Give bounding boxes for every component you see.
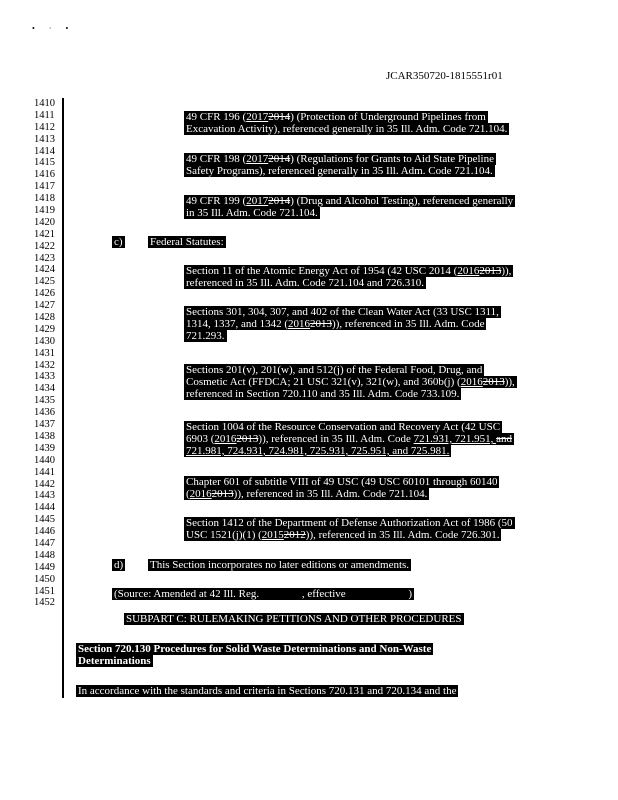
line-number: 1444 (34, 502, 55, 514)
line-number: 1431 (34, 347, 55, 359)
line-number: 1418 (34, 193, 55, 205)
line-number: 1433 (34, 371, 55, 383)
source-note: (Source: Amended at 42 Ill. Reg. , effective ) (114, 588, 413, 600)
item-d-text: This Section incorporates no later editions or amendments. (150, 559, 410, 571)
line-number: 1414 (34, 145, 55, 157)
line-number: 1436 (34, 407, 55, 419)
line-number: 1417 (34, 181, 55, 193)
cfr198-line1: 49 CFR 198 (20172014) (Regulations for Grants to Aid State Pipeline (186, 153, 494, 165)
cleanwater-line1: Sections 301, 304, 307, and 402 of the Clean Water Act (33 USC 1311, (186, 306, 499, 318)
line-number: 1416 (34, 169, 55, 181)
line-number: 1424 (34, 264, 55, 276)
line-number: 1411 (34, 109, 55, 121)
cfr196-line1: 49 CFR 196 (20172014) (Protection of Underground Pipelines from (186, 111, 486, 123)
margin-rule (62, 98, 64, 698)
section-heading-line2: Determinations (78, 655, 151, 667)
line-number: 1430 (34, 335, 55, 347)
ffdca-line3: referenced in Section 720.110 and 35 Ill. Adm. Code 733.109. (186, 388, 460, 400)
line-number: 1452 (34, 597, 55, 609)
line-number: 1426 (34, 288, 55, 300)
line-number: 1441 (34, 466, 55, 478)
line-number: 1448 (34, 549, 55, 561)
line-number: 1437 (34, 419, 55, 431)
rcra-line1: Section 1004 of the Resource Conservation and Recovery Act (42 USC (186, 421, 501, 433)
cleanwater-line2: 1314, 1337, and 1342 (20162013)), referenced in 35 Ill. Adm. Code (186, 318, 485, 330)
line-number: 1449 (34, 561, 55, 573)
line-number-column (34, 98, 60, 609)
item-d-label: d) (114, 559, 124, 571)
s1412-line2: USC 1521(j)(1) (20152012)), referenced in 35 Ill. Adm. Code 726.301. (186, 529, 500, 541)
line-number: 1447 (34, 537, 55, 549)
line-number: 1420 (34, 216, 55, 228)
line-number: 1435 (34, 395, 55, 407)
document-id: JCAR350720-1815551r01 (386, 70, 503, 82)
line-number: 1419 (34, 205, 55, 217)
body-paragraph-line: In accordance with the standards and criteria in Sections 720.131 and 720.134 and the (78, 685, 457, 697)
line-number: 1443 (34, 490, 55, 502)
line-number: 1413 (34, 133, 55, 145)
ch601-line1: Chapter 601 of subtitle VIII of 49 USC (49 USC 60101 through 60140 (186, 476, 498, 488)
ch601-line2: (20162013)), referenced in 35 Ill. Adm. Code 721.104. (186, 488, 428, 500)
ffdca-line1: Sections 201(v), 201(w), and 512(j) of the Federal Food, Drug, and (186, 364, 483, 376)
line-number: 1423 (34, 252, 55, 264)
line-number: 1439 (34, 442, 55, 454)
line-number: 1421 (34, 228, 55, 240)
section-heading-line1: Section 720.130 Procedures for Solid Waste Determinations and Non-Waste (78, 643, 432, 655)
cfr199-line2: in 35 Ill. Adm. Code 721.104. (186, 207, 318, 219)
line-number: 1429 (34, 323, 55, 335)
rcra-line3: 721.981, 724.931, 724.981, 725.931, 725.951, and 725.981. (186, 445, 450, 457)
page-marks: • · • (32, 24, 75, 33)
line-number: 1427 (34, 300, 55, 312)
line-number: 1422 (34, 240, 55, 252)
line-number: 1410 (34, 98, 55, 109)
line-number: 1412 (34, 121, 55, 133)
subpart-heading: SUBPART C: RULEMAKING PETITIONS AND OTHER PROCEDURES (126, 613, 462, 625)
atomic-line2: referenced in 35 Ill. Adm. Code 721.104 and 726.310. (186, 277, 424, 289)
line-number: 1450 (34, 573, 55, 585)
cfr199-line1: 49 CFR 199 (20172014) (Drug and Alcohol Testing), referenced generally (186, 195, 514, 207)
line-number: 1446 (34, 526, 55, 538)
line-number: 1434 (34, 383, 55, 395)
rcra-line2: 6903 (20162013)), referenced in 35 Ill. Adm. Code 721.931, 721.951, and (186, 433, 512, 445)
s1412-line1: Section 1412 of the Department of Defense Authorization Act of 1986 (50 (186, 517, 513, 529)
line-number: 1438 (34, 430, 55, 442)
cfr196-line2: Excavation Activity), referenced generally in 35 Ill. Adm. Code 721.104. (186, 123, 508, 135)
line-number: 1451 (34, 585, 55, 597)
cfr198-line2: Safety Programs), referenced generally in 35 Ill. Adm. Code 721.104. (186, 165, 493, 177)
federal-statutes-heading: Federal Statutes: (150, 236, 224, 248)
atomic-line1: Section 11 of the Atomic Energy Act of 1954 (42 USC 2014 (20162013)), (186, 265, 512, 277)
ffdca-line2: Cosmetic Act (FFDCA; 21 USC 321(v), 321(w), and 360b(j) (20162013)), (186, 376, 515, 388)
line-number: 1428 (34, 312, 55, 324)
cleanwater-line3: 721.293. (186, 330, 225, 342)
item-c-label: c) (114, 236, 123, 248)
line-number: 1432 (34, 359, 55, 371)
line-number: 1442 (34, 478, 55, 490)
line-number: 1425 (34, 276, 55, 288)
line-number: 1440 (34, 454, 55, 466)
line-number: 1415 (34, 157, 55, 169)
line-number: 1445 (34, 514, 55, 526)
